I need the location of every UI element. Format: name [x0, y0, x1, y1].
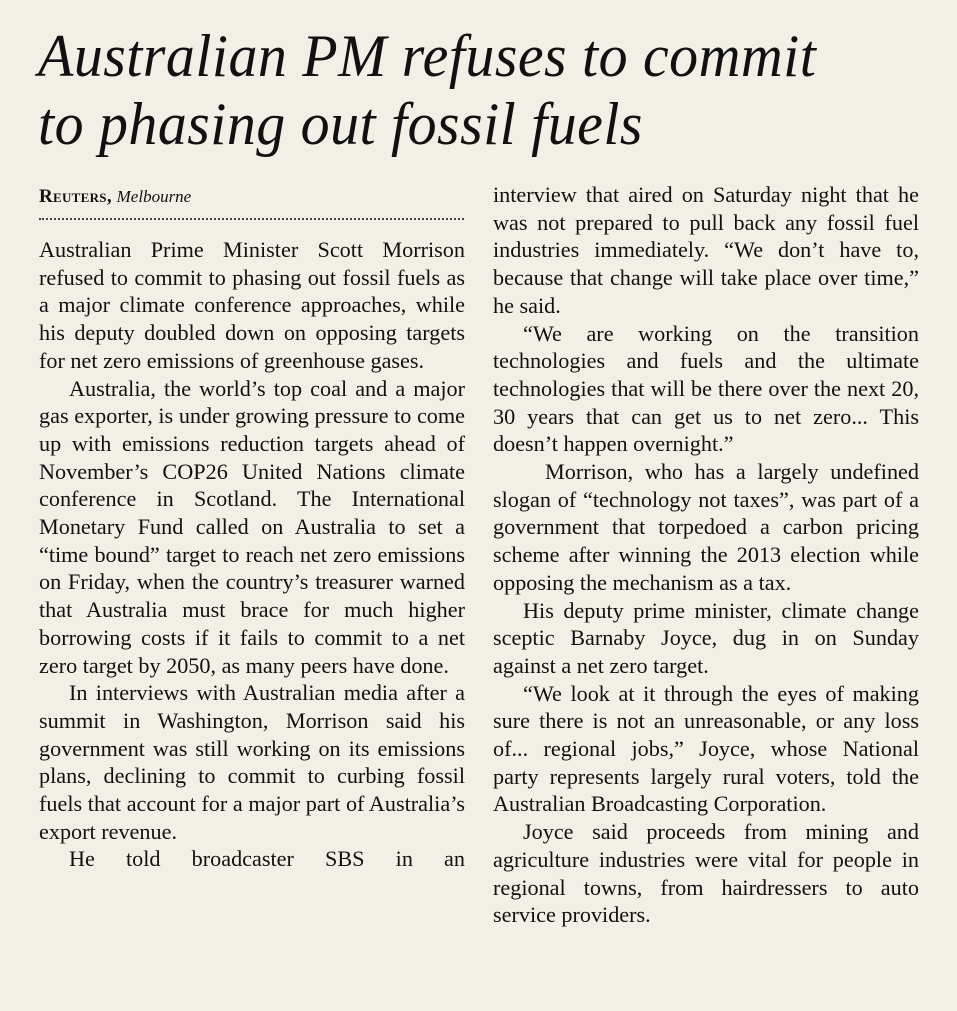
article-paragraph: interview that aired on Saturday night that he was not prepared to pull back any fossil fuel industries immediately. “We don’t have to, because that change will take place over time,” he said. [493, 182, 919, 318]
article-column-right [493, 181, 919, 929]
byline [39, 184, 464, 210]
headline-line-2: to phasing out fossil fuels [38, 91, 643, 157]
article-paragraph: Australian Prime Minister Scott Morrison refused to commit to phasing out fossil fuels as a major climate conference approaches, while his deputy doubled down on opposing targets for net zero emissions of greenhouse gases. [39, 237, 465, 373]
article-paragraph: Morrison, who has a largely undefined slogan of “technology not taxes”, was part of a government that torpedoed a carbon pricing scheme after winning the 2013 election while opposing the mechanism as a tax. [493, 459, 919, 595]
byline-city: Melbourne [116, 187, 192, 206]
article-paragraph: “We look at it through the eyes of making sure there is not an unreasonable, or any loss of... regional jobs,” Joyce, whose National party represents largely rural voters, told the Australian Broadcasting Corporation. [493, 680, 919, 817]
article-paragraph: In interviews with Australian media after a summit in Washington, Morrison said his government was still working on its emissions plans, declining to commit to curbing fossil fuels that account for a major part of Australia’s export revenue. [39, 680, 465, 844]
article-paragraph: “We are working on the transition technologies and fuels and the ultimate technologies that will be there over the next 20, 30 years that can get us to net zero... This doesn’t happen overnight.” [493, 320, 919, 457]
byline-agency: Reuters, [39, 186, 112, 207]
article-column-left [39, 236, 465, 873]
article-paragraph: Australia, the world’s top coal and a major gas exporter, is under growing pressure to come up with emissions reduction targets ahead of November’s COP26 United Nations climate conference in Scotland. The International Monetary Fund called on Australia to set a “time bound” target to reach net zero emissions on Friday, when the country’s treasurer warned that Australia must brace for much higher borrowing costs if it fails to commit to a net zero target by 2050, as many peers have done. [39, 375, 465, 678]
article-paragraph: Joyce said proceeds from mining and agriculture industries were vital for people in regional towns, from hairdressers to auto service providers. [493, 819, 919, 928]
headline-line-1: Australian PM refuses to commit [38, 23, 817, 89]
article-paragraph: His deputy prime minister, climate change sceptic Barnaby Joyce, dug in on Sunday against a net zero target. [493, 597, 919, 678]
dotted-divider [39, 218, 464, 220]
article-paragraph: He told broadcaster SBS in an [69, 846, 465, 872]
headline [38, 22, 907, 158]
